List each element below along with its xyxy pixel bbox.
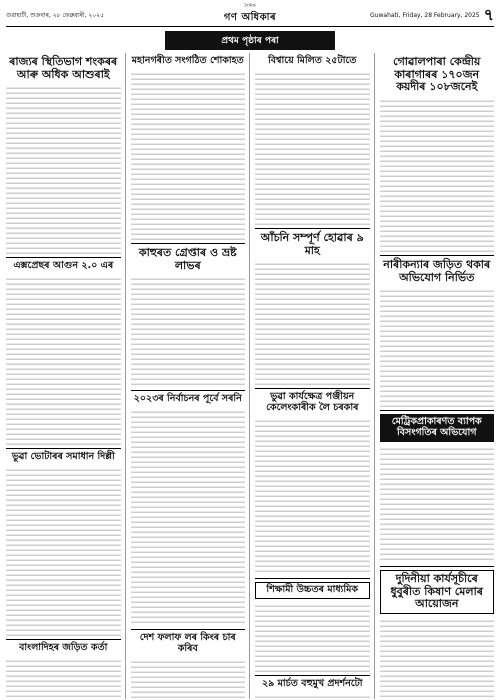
columns xyxy=(6,53,494,699)
body-text-b4 xyxy=(131,658,246,699)
column-1 xyxy=(6,53,126,699)
body-text-c1 xyxy=(255,70,370,225)
masthead-title-block xyxy=(224,3,276,27)
headline-c2: আঁচনি সম্পূৰ্ণ হোৱাৰ ৯ মাহ xyxy=(260,230,364,257)
headline-d4: দুদিনীয়া কাৰ্যসূচীৰে ধুবুৰীত কিষাণ মেলাৰ আয়োজন xyxy=(380,570,495,614)
headline-c3: ভুৱা কাৰ্যক্ষেত্ৰ পঞ্জীয়ন কেলেংকাৰীক লৈ চৰকাৰ xyxy=(266,391,359,414)
body-text-c3 xyxy=(255,417,370,575)
body-text-d2 xyxy=(380,287,495,407)
body-text-a4 xyxy=(6,657,121,699)
body-text-b3 xyxy=(131,408,246,626)
masthead-left-date: গুৱাহাটী, শুক্ৰবাৰ, ২৮ ফেব্ৰুৱাৰী, ২০২৫ xyxy=(6,11,104,19)
body-text-c4 xyxy=(255,602,370,672)
body-text-c2 xyxy=(255,260,370,385)
headline-c5: ২৯ মাৰ্চত বহুমুখ প্ৰদৰ্শনটো xyxy=(261,677,363,689)
headline-a4: বাংলাদিহৰ জড়িত কৰ্তা xyxy=(19,642,108,654)
body-text-a2 xyxy=(6,275,121,445)
headline-b2: কাহুৰত গ্ৰেপ্তাৰ ও ভ্ৰষ্ট লাভৰ xyxy=(138,245,237,272)
headline-a2: এক্সপ্ৰেছৰ আগুন ২.০ এৰ xyxy=(13,260,114,272)
headline-a3: ভুৱা ভোটাৰৰ সমাধান দিল্লী xyxy=(11,451,115,463)
column-2 xyxy=(131,53,251,699)
column-3 xyxy=(255,53,375,699)
headline-d1: গোৱালপাৰা কেন্দ্ৰীয় কাৰাগাৰৰ ১৭০জন কয়দীৰ ১০৮জনেই xyxy=(393,55,481,94)
headline-d2: নাৰীকন্যাৰ জড়িত থকাৰ অভিযোগ নিৰ্ভিত xyxy=(383,257,491,284)
body-text-d4 xyxy=(380,617,495,699)
body-text-b2 xyxy=(131,275,246,387)
body-text-a1 xyxy=(6,84,121,254)
page-number: ৭ xyxy=(483,5,494,24)
body-text-b1 xyxy=(131,70,246,240)
headline-c1: বিশ্বায়ে মিলিত ২৫টাতে xyxy=(268,55,357,66)
headline-d3: মেট্ৰিকপ্ৰাকাৰণত ব্যাপক বিসংগতিৰ অভিযোগ xyxy=(380,414,495,442)
body-text-d1 xyxy=(380,97,495,252)
body-text-c5 xyxy=(255,693,370,699)
masthead-right xyxy=(370,7,494,23)
body-text-d3 xyxy=(380,445,495,563)
headline-b4: দেশ ফলাফ লৰ কিংৰ চাৰ কৰিব xyxy=(139,632,236,655)
masthead-subtitle: দৈনিক xyxy=(244,4,256,9)
masthead xyxy=(6,4,494,27)
headline-a1: ৰাজ্যৰ স্থিতিভাগ শংকৰৰ আৰু অধিক আশুৰাই xyxy=(9,55,118,81)
column-4 xyxy=(380,53,495,699)
masthead-right-date: Guwahati, Friday, 28 February, 2025 xyxy=(370,11,480,19)
body-text-a3 xyxy=(6,466,121,636)
headline-b3: ২০২৩ৰ নিৰ্বাচনৰ পূৰ্বে সৰনি xyxy=(133,393,242,405)
headline-c4: শিক্ষামী উচ্চতৰ মাধ্যমিক xyxy=(255,582,370,599)
headline-b1: মহানগৰীত সংগঠিত শোকাহত xyxy=(131,55,244,66)
section-banner: প্ৰথম পৃষ্ঠাৰ পৰা xyxy=(165,31,335,50)
masthead-paper-name: গণ অধিকাৰ xyxy=(223,12,277,23)
